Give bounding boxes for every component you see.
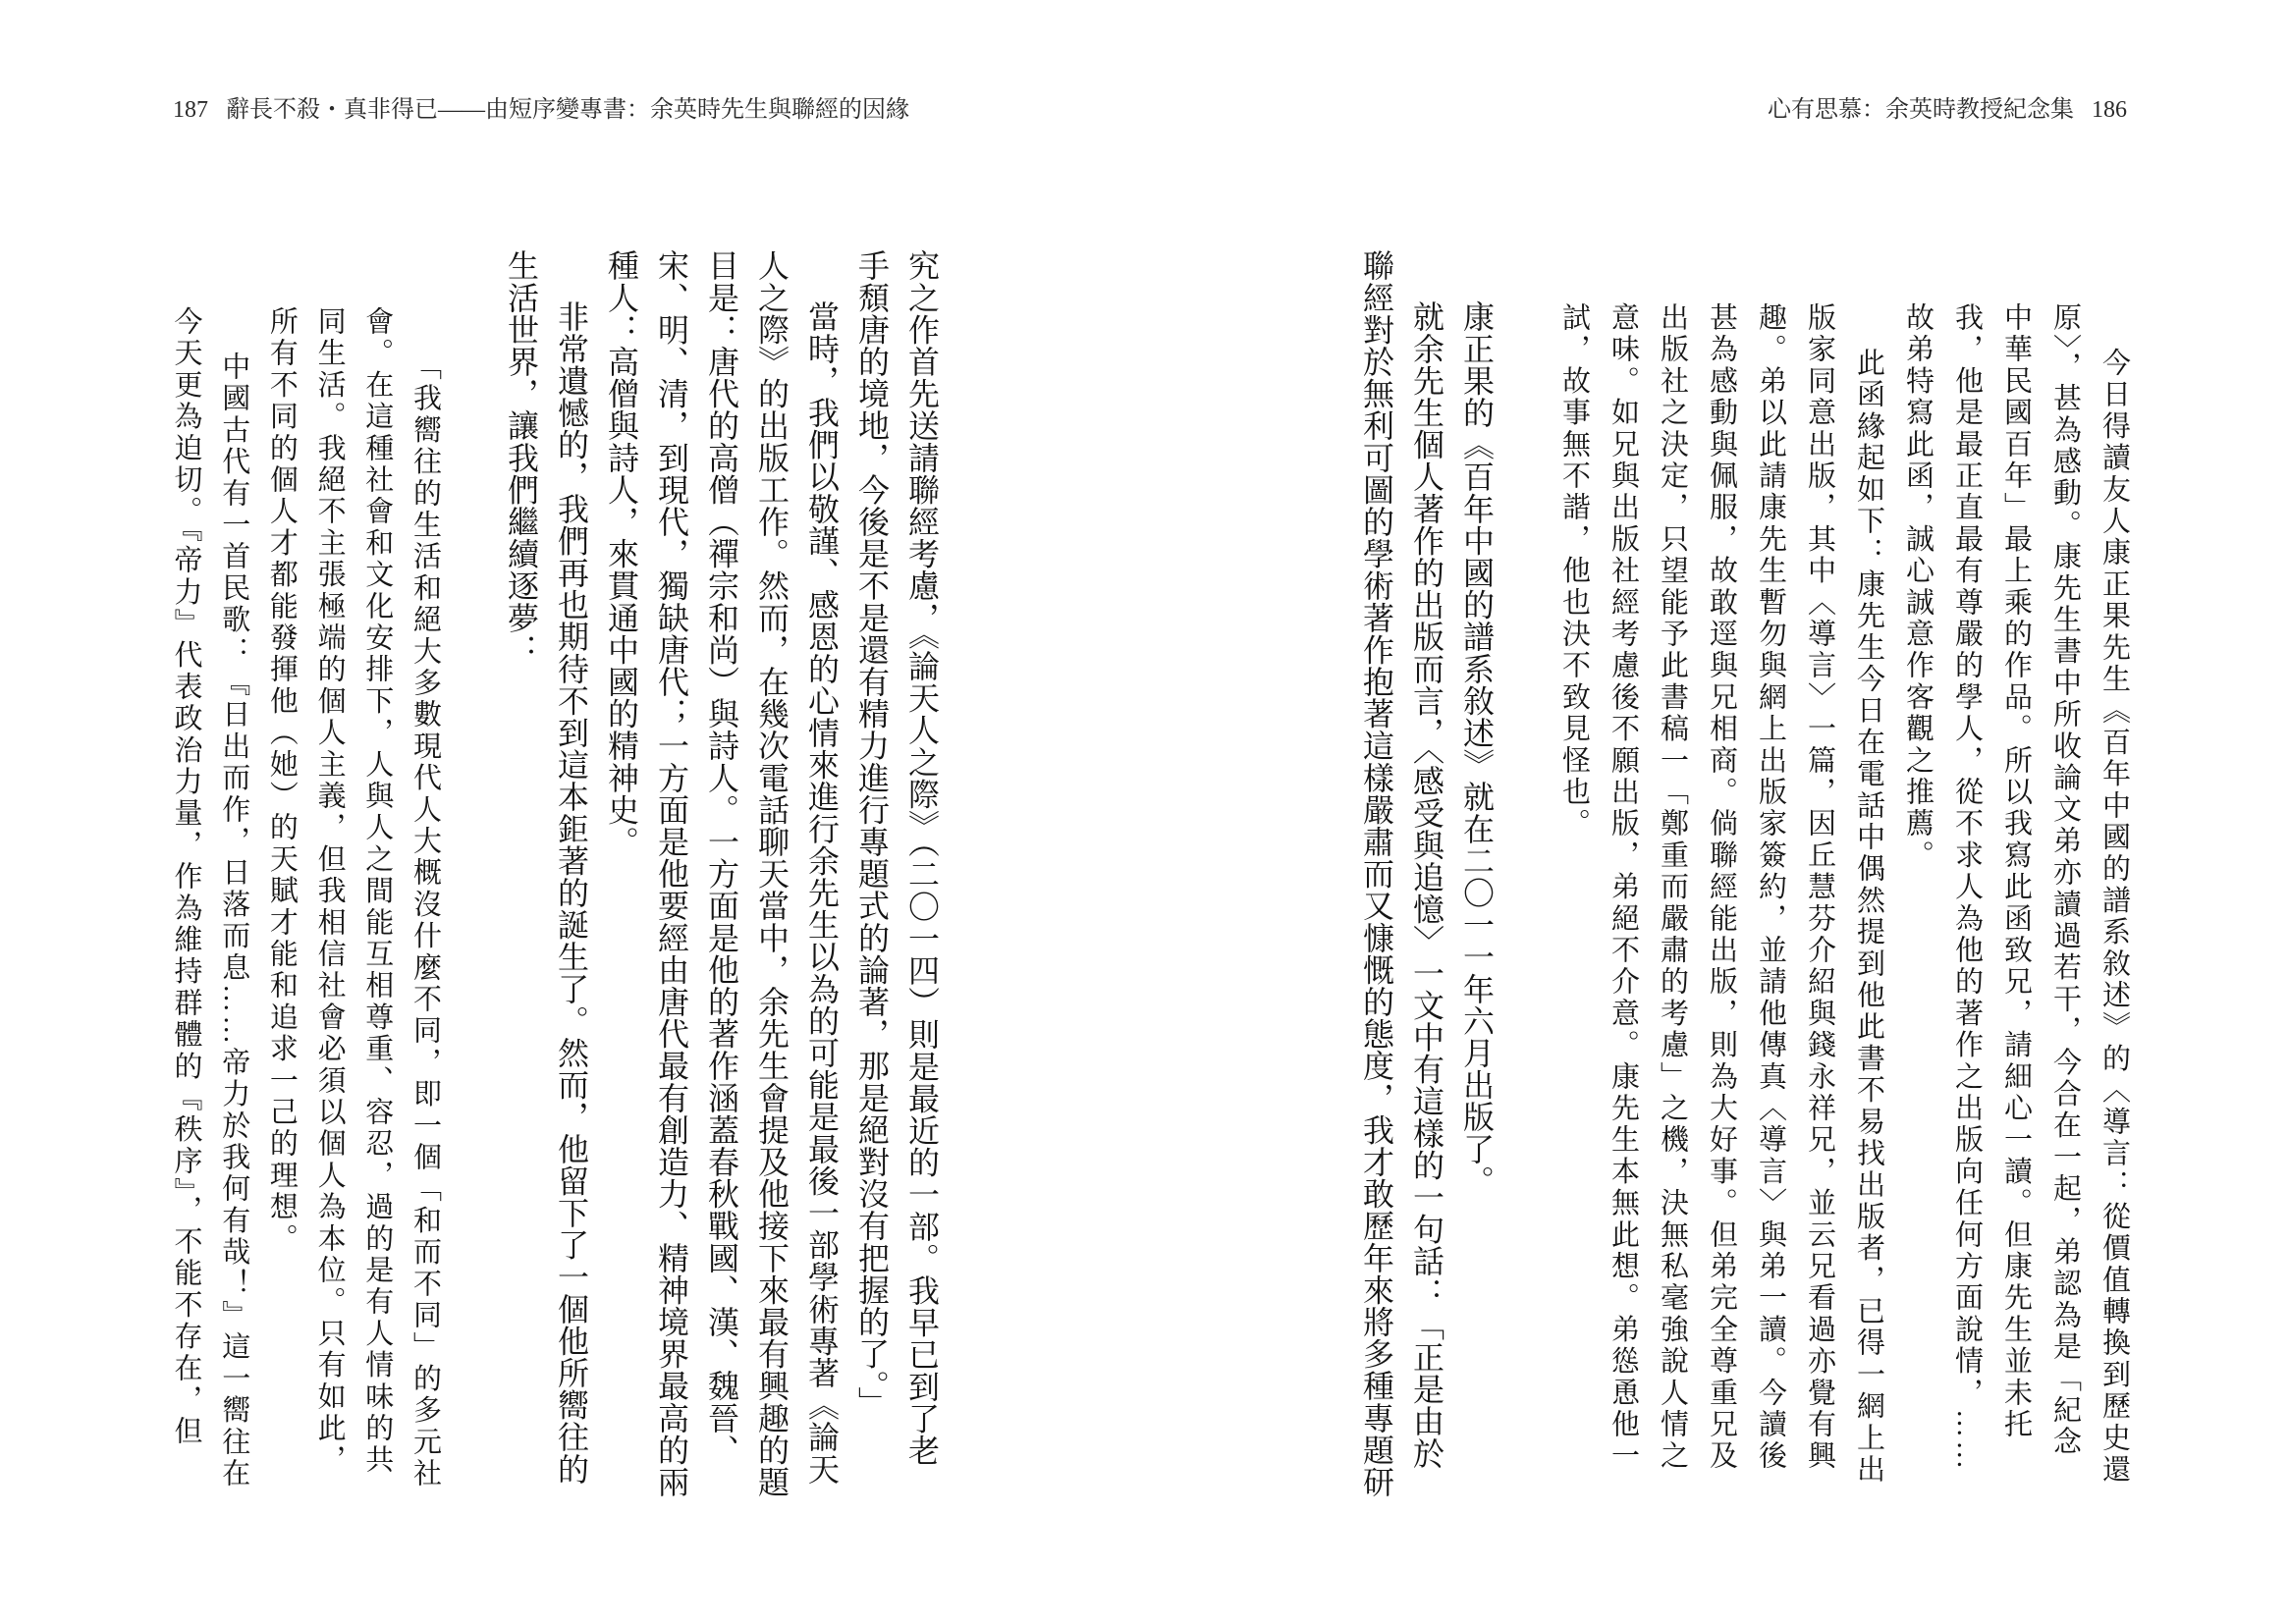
page-number: 186 bbox=[2092, 97, 2127, 123]
page-number: 187 bbox=[173, 97, 208, 123]
body-text bbox=[496, 249, 947, 1516]
text-column: 康正果的《百年中國的譜系敘述》就在二〇一一年六月出版了。 bbox=[1459, 300, 1495, 1197]
left-running-head bbox=[173, 94, 909, 126]
text-column: 目是：唐代的高僧（禪宗和尚）與詩人。一方面是他的著作涵蓋春秋戰國、漢、魏晉、 bbox=[704, 249, 739, 1466]
letter-column: 意味。如兄與出版社經考慮後不願出版，弟絕不介意。康先生本無此想。弟慫恿他一 bbox=[1608, 302, 1639, 1473]
quote-column: 所有不同的個人才都能發揮他（她）的天賦才能和追求一己的理想。 bbox=[265, 306, 298, 1255]
text-column: 手頹唐的境地，今後是不是還有精力進行專題式的論著，那是絕對沒有把握的了。」 bbox=[854, 249, 890, 1419]
quote-column: 同生活。我絕不主張極端的個人主義，但我相信社會必須以個人為本位。只有如此， bbox=[313, 306, 346, 1477]
letter-column: 故弟特寫此函，誠心誠意作客觀之推薦。 bbox=[1902, 302, 1934, 872]
letter-column: 此函緣起如下：康先生今日在電話中偶然提到他此書不易找出版者，已得一網上出 bbox=[1853, 348, 1884, 1487]
letter-column: 趣。弟以此請康先生暫勿與網上出版家簽約，並請他傳真〈導言〉與弟一讀。今讀後 bbox=[1755, 302, 1786, 1473]
letter-column: 原〉，甚為感動。康先生書中所收論文弟亦讀過若干，今合在一起，弟認為是「紀念 bbox=[2049, 302, 2081, 1458]
letter-column: 今日得讀友人康正果先生《百年中國的譜系敘述》的〈導言：從價值轉換到歷史還 bbox=[2098, 348, 2130, 1487]
text-column: 宋、明、清，到現代，獨缺唐代；一方面是他要經由唐代最有創造力、精神境界最高的兩 bbox=[654, 249, 689, 1498]
text-column: 當時，我們以敬謹、感恩的心情來進行余先生以為的可能是最後一部學術專著《論天 bbox=[804, 300, 840, 1486]
block-quote bbox=[162, 306, 449, 1494]
text-column: 生活世界，讓我們繼續逐夢： bbox=[504, 249, 539, 666]
letter-column: 版家同意出版，其中〈導言〉一篇，因丘慧芬介紹與錢永祥兄，並云兄看過亦覺有興 bbox=[1804, 302, 1835, 1473]
text-column: 人之際》的出版工作。然而，在幾次電話聊天當中，余先生會提及他接下來最有興趣的題 bbox=[754, 249, 790, 1498]
text-column: 非常遺憾的，我們再也期待不到這本鉅著的誕生了。然而，他留下了一個他所嚮往的 bbox=[554, 300, 589, 1486]
left-page bbox=[0, 0, 1144, 1624]
letter-column: 中華民國百年」最上乘的作品。所以我寫此函致兄，請細心一讀。但康先生並未托 bbox=[2000, 302, 2032, 1441]
quote-column: 今天更為迫切。『帝力』代表政治力量，作為維持群體的『秩序』，不能不存在，但 bbox=[170, 306, 202, 1448]
running-head-title: 心有思慕：余英時教授紀念集 bbox=[1768, 97, 2074, 123]
letter-column: 甚為感動與佩服，故敢逕與兄相商。倘聯經能出版，則為大好事。但弟完全尊重兄及 bbox=[1706, 302, 1737, 1473]
letter-column: 我，他是最正直最有尊嚴的學人，從不求人為他的著作之出版向任何方面說情，…… bbox=[1951, 302, 1983, 1473]
text-column: 種人：高僧與詩人，來貫通中國的精神史。 bbox=[604, 249, 639, 858]
quoted-letter bbox=[1550, 302, 2139, 1490]
body-text bbox=[1351, 249, 1501, 1516]
letter-column: 試，故事無不諧，他也決不致見怪也。 bbox=[1558, 302, 1590, 840]
right-running-head bbox=[1768, 94, 2127, 126]
text-column: 就余先生個人著作的出版而言，〈感受與追憶〉一文中有這樣的一句話：「正是由於 bbox=[1409, 300, 1444, 1470]
quote-column: 「我嚮往的生活和絕大多數現代人大概沒什麼不同，即一個「和而不同」的多元社 bbox=[409, 352, 441, 1490]
letter-column: 出版社之決定，只望能予此書稿一「鄭重而嚴肅的考慮」之機，決無私毫強說人情之 bbox=[1657, 302, 1688, 1473]
quote-column: 中國古代有一首民歌：『日出而作，日落而息……帝力於我何有哉！』這一嚮往在 bbox=[218, 352, 250, 1490]
running-head-title: 辭長不殺・真非得已——由短序變專書：余英時先生與聯經的因緣 bbox=[226, 97, 909, 123]
text-column: 聯經對於無利可圖的學術著作抱著這樣嚴肅而又慷慨的態度，我才敢歷年來將多種專題研 bbox=[1359, 249, 1394, 1498]
quote-column: 會。在這種社會和文化安排下，人與人之間能互相尊重、容忍，過的是有人情味的共 bbox=[361, 306, 394, 1477]
text-column: 究之作首先送請聯經考慮，《論天人之際》（二〇一四）則是最近的一部。我早已到了老 bbox=[904, 249, 940, 1467]
